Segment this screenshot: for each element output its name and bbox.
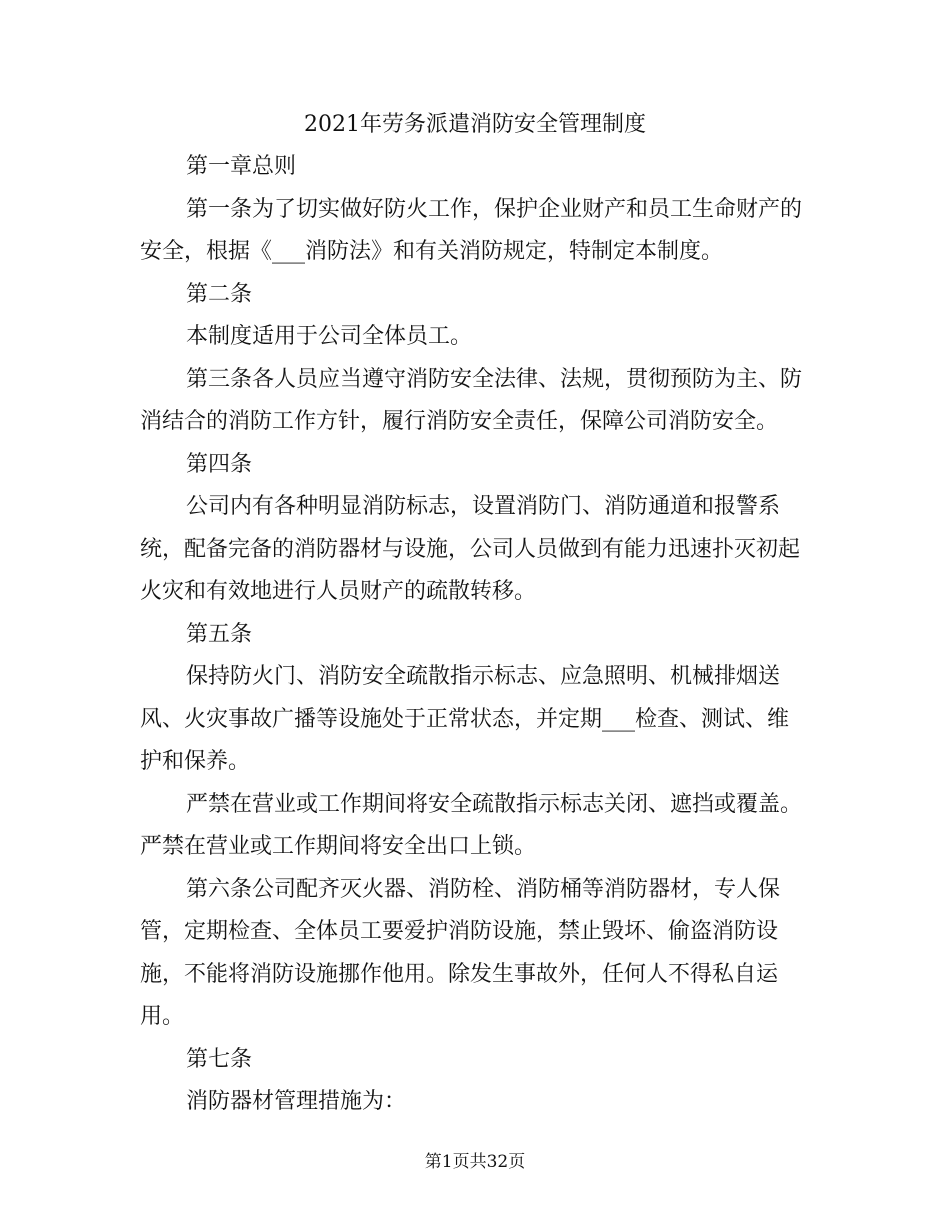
article-7-paragraph: 消防器材管理措施为： [186,1089,407,1114]
article-4-heading: 第四条 [186,451,253,477]
article-2-heading: 第二条 [186,281,253,307]
page-number-footer: 第1页共32页 [424,1152,526,1172]
article-2-paragraph: 本制度适用于公司全体员工。 [186,324,473,349]
article-1-paragraph: 第一条为了切实做好防火工作，保护企业财产和员工生命财产的安全，根据《___消防法》和有关消防规定，特制定本制度。 [140,196,803,264]
chapter-heading: 第一章总则 [186,154,297,179]
article-5-prohibition-paragraph: 严禁在营业或工作期间将安全疏散指示标志关闭、遮挡或覆盖。严禁在营业或工作期间将安全出口上锁。 [140,791,803,859]
article-6-paragraph: 第六条公司配齐灭火器、消防栓、消防桶等消防器材，专人保管，定期检查、全体员工要爱护消防设施，禁止毁坏、偷盗消防设施，不能将消防设施挪作他用。除发生事故外，任何人不得私自运用。 [140,876,781,1029]
article-7-heading: 第七条 [186,1046,253,1072]
article-4-paragraph: 公司内有各种明显消防标志，设置消防门、消防通道和报警系统，配备完备的消防器材与设施，公司人员做到有能力迅速扑灭初起火灾和有效地进行人员财产的疏散转移。 [140,494,801,604]
article-5-heading: 第五条 [186,621,253,647]
article-5-paragraph: 保持防火门、消防安全疏散指示标志、应急照明、机械排烟送风、火灾事故广播等设施处于正常状态，并定期___检查、测试、维护和保养。 [140,664,790,774]
article-3-paragraph: 第三条各人员应当遵守消防安全法律、法规，贯彻预防为主、防消结合的消防工作方针，履行消防安全责任，保障公司消防安全。 [140,366,803,434]
document-body [140,146,810,1124]
document-title: 2021年劳务派遣消防安全管理制度 [304,112,646,137]
